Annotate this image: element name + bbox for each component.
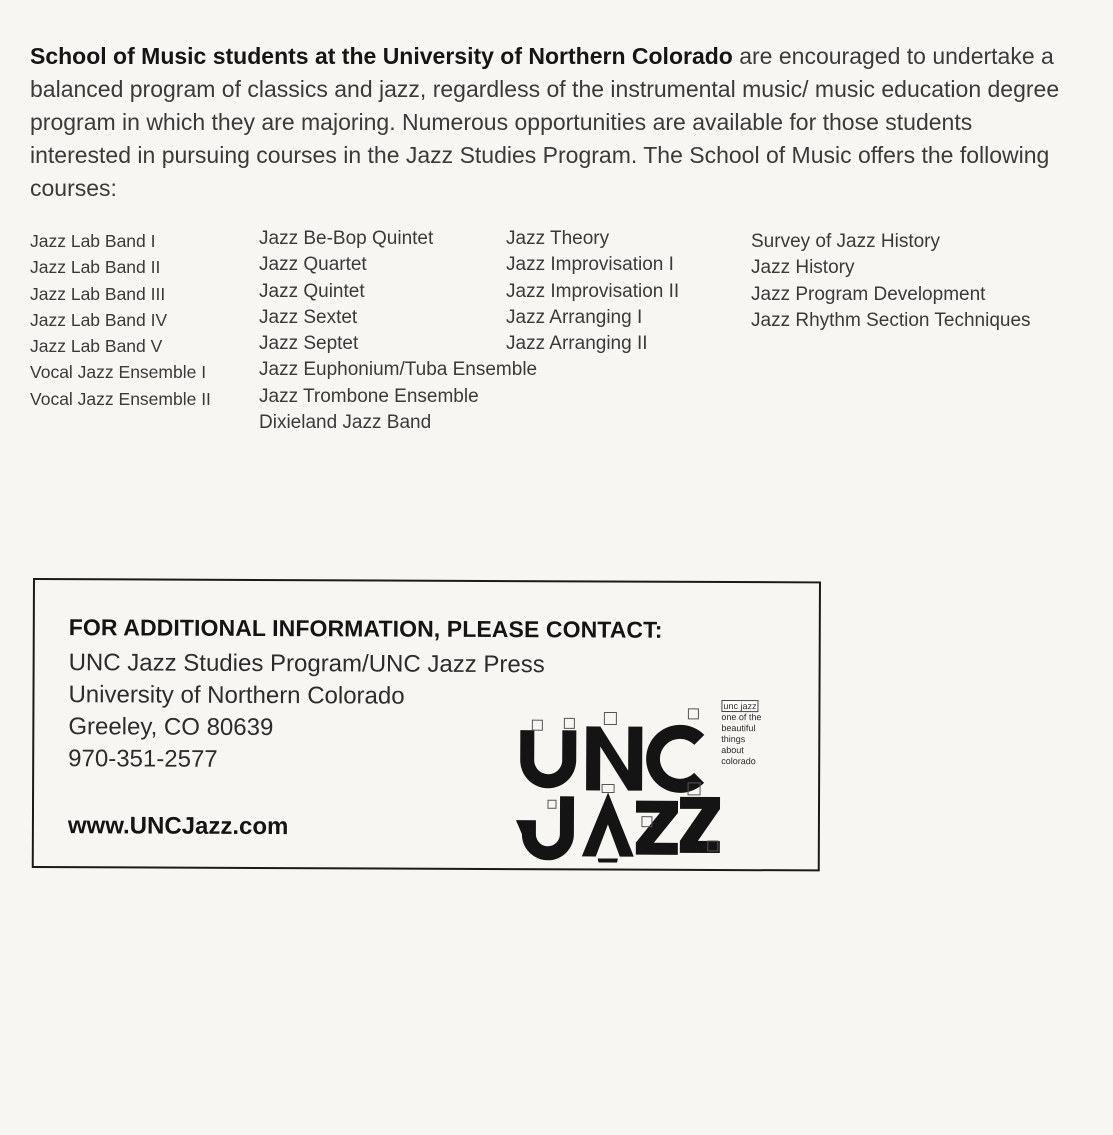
course-item: Survey of Jazz History [751, 231, 940, 252]
course-item: Jazz Lab Band III [30, 283, 166, 304]
tagline-line: things [721, 734, 746, 745]
course-column-1 [30, 228, 211, 412]
contact-line: Greeley, CO 80639 [68, 713, 274, 742]
course-item: Jazz Lab Band V [30, 336, 163, 357]
unc-jazz-logo-mark [512, 700, 723, 863]
contact-heading: FOR ADDITIONAL INFORMATION, PLEASE CONTACT: [68, 614, 663, 643]
course-item: Vocal Jazz Ensemble I [30, 362, 207, 383]
course-column-4 [751, 229, 1031, 334]
unc-jazz-logo [512, 700, 783, 863]
tagline-line: unc jazz [721, 701, 761, 712]
course-item: Jazz Be-Bop Quintet [259, 228, 434, 249]
course-item: Jazz Arranging II [506, 333, 648, 355]
contact-phone: 970-351-2577 [68, 745, 218, 773]
course-item: Jazz Arranging I [506, 306, 643, 328]
contact-line: UNC Jazz Studies Program/UNC Jazz Press [68, 649, 545, 679]
course-item: Jazz Quartet [259, 254, 367, 276]
course-item: Jazz Theory [506, 228, 610, 249]
tagline-line: one of the [721, 712, 762, 723]
course-column-2 [259, 226, 537, 436]
intro-paragraph [30, 40, 1070, 205]
course-item: Jazz Sextet [259, 306, 358, 328]
course-item: Jazz Lab Band I [30, 231, 156, 251]
course-item: Jazz Rhythm Section Techniques [751, 309, 1031, 331]
intro-lead: School of Music students at the University of Northern Colorado [30, 43, 733, 69]
course-item: Dixieland Jazz Band [259, 412, 432, 434]
contact-box [32, 578, 821, 871]
logo-tagline [721, 701, 761, 767]
course-list [0, 226, 1113, 446]
tagline-line: beautiful [721, 723, 756, 734]
course-item: Jazz Euphonium/Tuba Ensemble [259, 359, 538, 381]
course-item: Jazz Lab Band IV [30, 309, 168, 330]
course-item: Jazz Improvisation I [506, 254, 674, 276]
course-column-3 [506, 226, 679, 357]
course-item: Jazz Improvisation II [506, 280, 680, 302]
website-link[interactable]: www.UNCJazz.com [67, 812, 289, 841]
course-item: Jazz Program Development [751, 283, 986, 305]
course-item: Jazz Lab Band II [30, 257, 161, 278]
course-item: Vocal Jazz Ensemble II [30, 388, 211, 409]
tagline-line: about [721, 745, 744, 756]
contact-line: University of Northern Colorado [68, 681, 405, 710]
course-item: Jazz History [751, 257, 855, 279]
course-item: Jazz Septet [259, 333, 359, 355]
course-item: Jazz Trombone Ensemble [259, 385, 479, 407]
intro-body: are encouraged to undertake a balanced program of classics and jazz, regardless of the instrumental music/ music education degree program in which they are majoring. Numerous opportunities are available for those students interested in pursuing courses in the Jazz Studies Program. The School of Music offers the following courses: [30, 43, 1060, 201]
tagline-line: colorado [721, 756, 756, 767]
course-item: Jazz Quintet [259, 280, 365, 302]
contact-address [68, 647, 545, 777]
